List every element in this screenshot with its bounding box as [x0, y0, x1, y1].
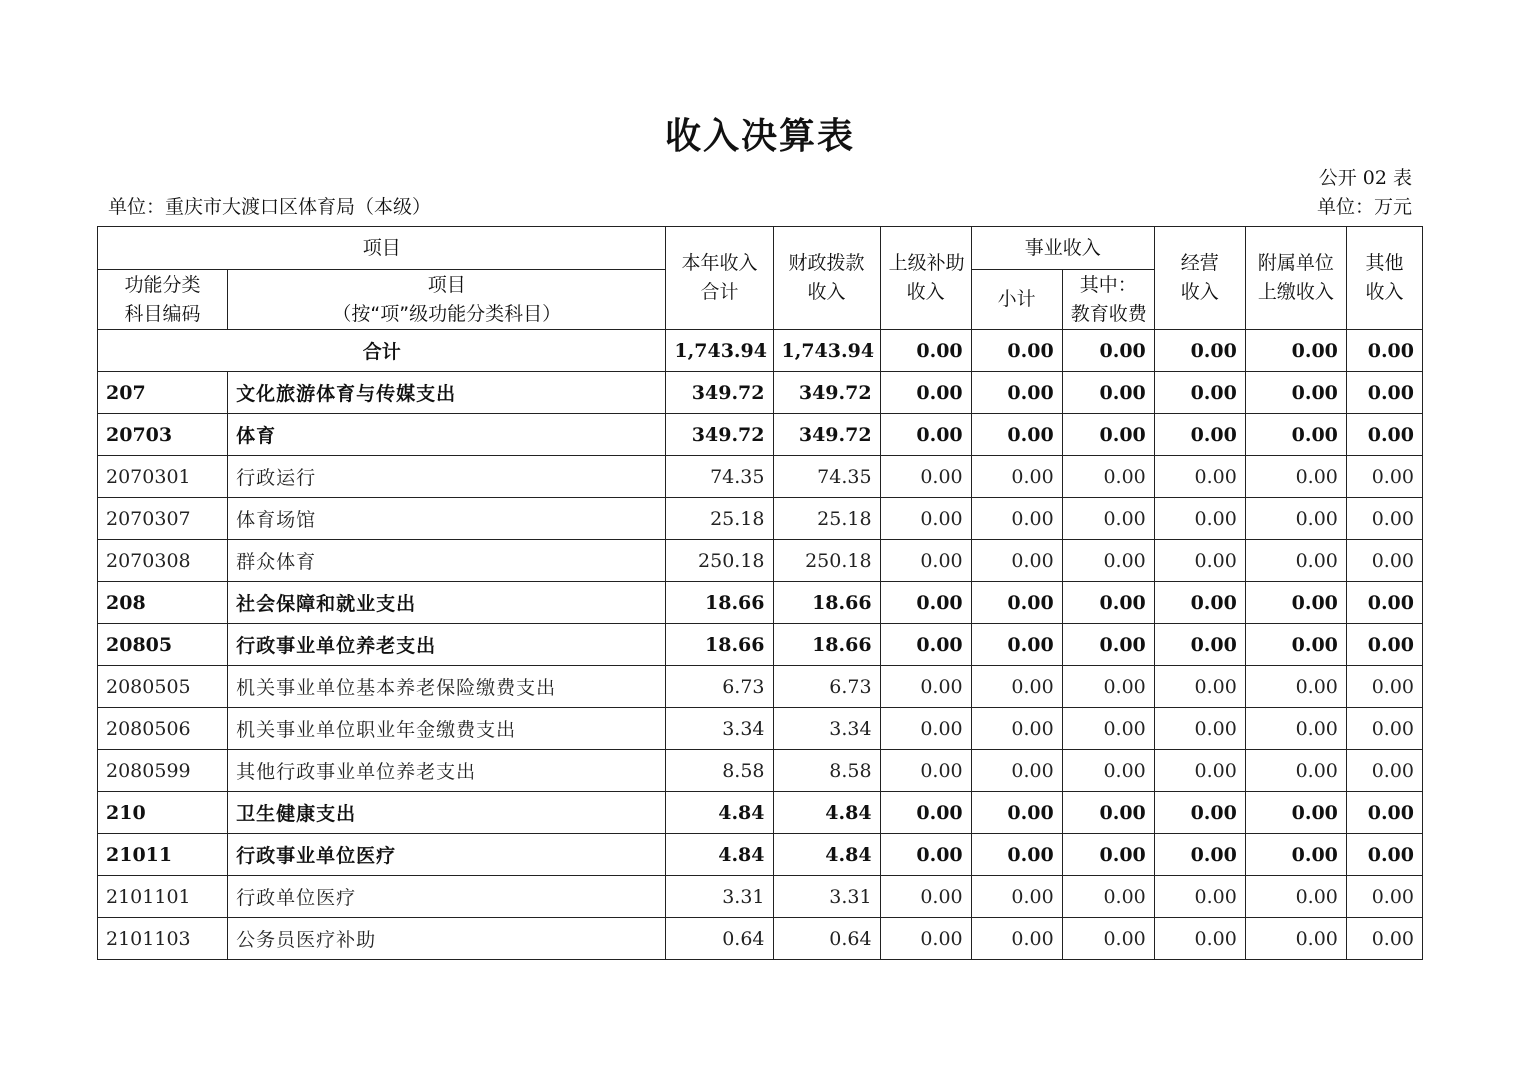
row-value-cell: 4.84	[666, 834, 773, 876]
row-value-cell: 3.31	[773, 876, 880, 918]
header-total	[666, 227, 773, 330]
row-value-cell: 0.00	[1062, 750, 1154, 792]
row-code: 21011	[98, 834, 228, 876]
header-career-edu	[1062, 270, 1154, 330]
row-value-cell: 0.00	[1154, 918, 1245, 960]
row-value-cell: 0.00	[1154, 582, 1245, 624]
row-value-cell: 8.58	[666, 750, 773, 792]
row-value-cell: 0.00	[971, 582, 1062, 624]
row-value-cell: 0.00	[880, 372, 971, 414]
row-value-cell: 74.35	[773, 456, 880, 498]
row-value-cell: 0.00	[971, 750, 1062, 792]
total-cell: 0.00	[880, 330, 971, 372]
row-value-cell: 0.00	[1245, 624, 1346, 666]
header-career-edu-line2: 教育收费	[1070, 302, 1147, 325]
table-row	[98, 540, 1423, 582]
row-value-cell: 0.00	[880, 834, 971, 876]
table-row	[98, 708, 1423, 750]
row-value-cell: 0.00	[880, 750, 971, 792]
row-value-cell: 0.00	[1154, 834, 1245, 876]
row-value-cell: 0.00	[1154, 876, 1245, 918]
row-value-cell: 0.00	[880, 582, 971, 624]
row-value-cell: 6.73	[666, 666, 773, 708]
row-value-cell: 0.00	[1245, 792, 1346, 834]
row-value-cell: 0.00	[1062, 582, 1154, 624]
row-value-cell: 4.84	[773, 834, 880, 876]
row-name: 体育	[228, 414, 666, 456]
table-row	[98, 372, 1423, 414]
header-other-line2: 收入	[1365, 281, 1404, 303]
row-value-cell: 0.00	[1062, 876, 1154, 918]
header-superior	[880, 227, 971, 330]
row-value-cell: 349.72	[773, 414, 880, 456]
header-operating-line1: 经营	[1180, 252, 1219, 274]
row-value-cell: 0.00	[880, 876, 971, 918]
table-row	[98, 834, 1423, 876]
header-affiliated	[1245, 227, 1346, 330]
form-number: 公开 02 表	[1318, 167, 1412, 189]
total-cell: 0.00	[971, 330, 1062, 372]
row-value-cell: 0.00	[1245, 750, 1346, 792]
row-name: 社会保障和就业支出	[228, 582, 666, 624]
row-value-cell: 0.00	[1062, 414, 1154, 456]
row-value-cell: 0.00	[971, 540, 1062, 582]
row-value-cell: 0.00	[1245, 708, 1346, 750]
row-code: 2080505	[98, 666, 228, 708]
row-value-cell: 0.00	[1346, 624, 1422, 666]
row-value-cell: 0.00	[880, 918, 971, 960]
row-value-cell: 0.00	[1154, 498, 1245, 540]
row-value-cell: 18.66	[666, 624, 773, 666]
row-value-cell: 0.00	[1062, 624, 1154, 666]
row-value-cell: 18.66	[666, 582, 773, 624]
row-code: 210	[98, 792, 228, 834]
table-row	[98, 792, 1423, 834]
row-value-cell: 0.00	[971, 624, 1062, 666]
header-operating	[1154, 227, 1245, 330]
row-value-cell: 25.18	[666, 498, 773, 540]
row-value-cell: 0.00	[1062, 540, 1154, 582]
row-value-cell: 0.00	[1154, 414, 1245, 456]
header-code	[98, 270, 228, 330]
row-name: 群众体育	[228, 540, 666, 582]
row-value-cell: 0.00	[1346, 666, 1422, 708]
row-value-cell: 0.00	[1346, 918, 1422, 960]
row-value-cell: 18.66	[773, 582, 880, 624]
row-name: 卫生健康支出	[228, 792, 666, 834]
row-value-cell: 4.84	[666, 792, 773, 834]
row-value-cell: 250.18	[773, 540, 880, 582]
row-code: 2070307	[98, 498, 228, 540]
header-code-line2: 科目编码	[124, 302, 201, 325]
row-value-cell: 0.00	[971, 708, 1062, 750]
row-value-cell: 0.00	[971, 666, 1062, 708]
row-value-cell: 18.66	[773, 624, 880, 666]
row-value-cell: 0.00	[880, 624, 971, 666]
row-value-cell: 0.00	[1245, 498, 1346, 540]
row-value-cell: 0.00	[971, 414, 1062, 456]
row-name: 行政事业单位医疗	[228, 834, 666, 876]
row-value-cell: 0.00	[1245, 414, 1346, 456]
row-value-cell: 0.00	[971, 456, 1062, 498]
table-row	[98, 498, 1423, 540]
row-name: 其他行政事业单位养老支出	[228, 750, 666, 792]
header-fiscal-line2: 收入	[807, 281, 846, 303]
header-career-edu-line1: 其中：	[1079, 273, 1137, 296]
row-value-cell: 0.00	[1154, 666, 1245, 708]
total-label: 合计	[98, 330, 666, 372]
header-total-line2: 合计	[700, 281, 739, 303]
row-value-cell: 0.00	[1346, 456, 1422, 498]
row-code: 2070301	[98, 456, 228, 498]
row-code: 2101101	[98, 876, 228, 918]
header-career: 事业收入	[971, 227, 1154, 270]
row-code: 20703	[98, 414, 228, 456]
row-value-cell: 0.00	[880, 708, 971, 750]
row-value-cell: 0.00	[1154, 456, 1245, 498]
row-value-cell: 0.00	[971, 372, 1062, 414]
row-value-cell: 0.00	[971, 792, 1062, 834]
reporting-unit: 单位：重庆市大渡口区体育局（本级）	[108, 196, 432, 218]
row-code: 207	[98, 372, 228, 414]
row-value-cell: 0.00	[1154, 792, 1245, 834]
row-value-cell: 0.00	[1154, 708, 1245, 750]
header-affiliated-line1: 附属单位	[1257, 252, 1334, 274]
row-value-cell: 0.00	[1062, 372, 1154, 414]
header-name-line2: （按“项”级功能分类科目）	[332, 302, 562, 325]
total-cell: 0.00	[1346, 330, 1422, 372]
row-value-cell: 8.58	[773, 750, 880, 792]
row-value-cell: 0.00	[880, 414, 971, 456]
row-code: 2101103	[98, 918, 228, 960]
row-value-cell: 0.00	[1154, 624, 1245, 666]
row-name: 行政单位医疗	[228, 876, 666, 918]
row-value-cell: 0.00	[971, 876, 1062, 918]
row-value-cell: 0.00	[880, 498, 971, 540]
row-value-cell: 349.72	[666, 372, 773, 414]
row-value-cell: 0.00	[971, 834, 1062, 876]
row-value-cell: 0.00	[1245, 582, 1346, 624]
total-cell: 0.00	[1154, 330, 1245, 372]
total-row	[98, 330, 1423, 372]
row-value-cell: 0.00	[1245, 918, 1346, 960]
row-value-cell: 0.00	[880, 456, 971, 498]
header-fiscal-line1: 财政拨款	[788, 252, 865, 274]
header-item: 项目	[98, 227, 666, 270]
row-value-cell: 3.31	[666, 876, 773, 918]
row-value-cell: 0.00	[880, 792, 971, 834]
row-value-cell: 0.00	[971, 498, 1062, 540]
table-row	[98, 414, 1423, 456]
table-row	[98, 624, 1423, 666]
table-row	[98, 582, 1423, 624]
row-code: 2080599	[98, 750, 228, 792]
row-value-cell: 0.00	[1245, 834, 1346, 876]
row-value-cell: 0.00	[1154, 750, 1245, 792]
table-row	[98, 918, 1423, 960]
row-code: 20805	[98, 624, 228, 666]
row-value-cell: 0.00	[1062, 918, 1154, 960]
row-value-cell: 4.84	[773, 792, 880, 834]
row-name: 公务员医疗补助	[228, 918, 666, 960]
total-cell: 1,743.94	[666, 330, 773, 372]
header-fiscal	[773, 227, 880, 330]
row-name: 行政事业单位养老支出	[228, 624, 666, 666]
row-value-cell: 0.00	[880, 666, 971, 708]
row-value-cell: 0.00	[1062, 456, 1154, 498]
row-value-cell: 0.00	[1346, 792, 1422, 834]
row-value-cell: 0.00	[1346, 372, 1422, 414]
row-value-cell: 0.00	[880, 540, 971, 582]
row-name: 机关事业单位基本养老保险缴费支出	[228, 666, 666, 708]
header-superior-line2: 收入	[906, 281, 945, 303]
row-name: 机关事业单位职业年金缴费支出	[228, 708, 666, 750]
header-superior-line1: 上级补助	[888, 252, 965, 274]
header-operating-line2: 收入	[1180, 281, 1219, 303]
row-value-cell: 349.72	[773, 372, 880, 414]
header-other	[1346, 227, 1422, 330]
page-title: 收入决算表	[664, 116, 855, 157]
row-name: 文化旅游体育与传媒支出	[228, 372, 666, 414]
row-value-cell: 0.64	[773, 918, 880, 960]
header-other-line1: 其他	[1365, 252, 1404, 274]
row-value-cell: 0.00	[1346, 498, 1422, 540]
header-total-line1: 本年收入	[681, 252, 758, 274]
header-name	[228, 270, 666, 330]
header-affiliated-line2: 上缴收入	[1257, 281, 1334, 303]
row-value-cell: 0.00	[1154, 540, 1245, 582]
header-row-1	[98, 227, 1423, 270]
row-value-cell: 0.00	[1346, 540, 1422, 582]
header-name-line1: 项目	[427, 273, 466, 296]
table-row	[98, 666, 1423, 708]
table-row	[98, 456, 1423, 498]
row-value-cell: 0.00	[1245, 372, 1346, 414]
row-value-cell: 0.00	[1346, 750, 1422, 792]
row-value-cell: 0.00	[1245, 540, 1346, 582]
row-value-cell: 0.64	[666, 918, 773, 960]
row-value-cell: 0.00	[1346, 834, 1422, 876]
row-value-cell: 3.34	[666, 708, 773, 750]
row-code: 208	[98, 582, 228, 624]
table-row	[98, 750, 1423, 792]
total-cell: 0.00	[1062, 330, 1154, 372]
income-settlement-table	[97, 226, 1423, 960]
row-code: 2070308	[98, 540, 228, 582]
row-value-cell: 0.00	[1062, 834, 1154, 876]
row-value-cell: 0.00	[1245, 876, 1346, 918]
row-value-cell: 0.00	[1346, 582, 1422, 624]
row-value-cell: 0.00	[1346, 708, 1422, 750]
row-value-cell: 0.00	[1346, 876, 1422, 918]
row-code: 2080506	[98, 708, 228, 750]
row-name: 行政运行	[228, 456, 666, 498]
row-value-cell: 0.00	[1245, 666, 1346, 708]
row-value-cell: 0.00	[1062, 708, 1154, 750]
row-value-cell: 0.00	[971, 918, 1062, 960]
row-value-cell: 0.00	[1154, 372, 1245, 414]
total-cell: 0.00	[1245, 330, 1346, 372]
row-value-cell: 74.35	[666, 456, 773, 498]
row-value-cell: 250.18	[666, 540, 773, 582]
row-value-cell: 25.18	[773, 498, 880, 540]
row-value-cell: 0.00	[1062, 666, 1154, 708]
currency-unit: 单位：万元	[1316, 196, 1412, 218]
row-value-cell: 0.00	[1062, 792, 1154, 834]
total-cell: 1,743.94	[773, 330, 880, 372]
row-value-cell: 349.72	[666, 414, 773, 456]
row-value-cell: 3.34	[773, 708, 880, 750]
row-value-cell: 6.73	[773, 666, 880, 708]
row-value-cell: 0.00	[1245, 456, 1346, 498]
header-code-line1: 功能分类	[124, 273, 201, 296]
header-career-subtotal: 小计	[971, 270, 1062, 330]
row-value-cell: 0.00	[1346, 414, 1422, 456]
table-row	[98, 876, 1423, 918]
row-name: 体育场馆	[228, 498, 666, 540]
row-value-cell: 0.00	[1062, 498, 1154, 540]
